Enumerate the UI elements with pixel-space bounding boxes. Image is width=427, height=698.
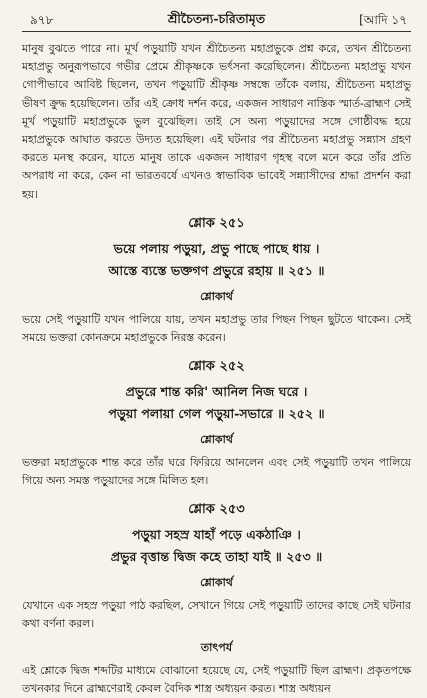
- chapter-label: [আদি ১৭: [359, 13, 407, 27]
- sloka-251: [22, 214, 411, 347]
- sloka-title: শ্লোক ২৫২: [188, 358, 245, 374]
- translation-text: ভক্তরা মহাপ্রভুকে শান্ত করে তাঁর ঘরে ফিরিয়ে আনলেন এবং সেই পড়ুয়াটি তখন পালিয়ে গিয়ে অন্য সমস্ত পড়ুয়াদের সঙ্গে মিলিত হল।: [22, 455, 411, 487]
- verse-line: পড়ুয়া পলায়া গেল পড়ুয়া-সভারে ॥ ২৫২ ॥: [108, 405, 325, 421]
- intro-paragraph: মানুষ বুঝতে পারে না। মূর্খ পড়ুয়াটি যখন শ্রীচৈতন্য মহাপ্রভুকে প্রশ্ন করে, তখন শ্রীচৈতন্য মহাপ্রভু অনুরূপভাবে গভীর প্রেমে শ্রীকৃষ্ণকে ভর্ৎসনা করেছিলেন। শ্রীচৈতন্য মহাপ্রভু যখন গোপীভাবে আবিষ্ট ছিলেন, তখন পড়ুয়াটি শ্রীকৃষ্ণ সম্বন্ধে তাঁকে বলায়, শ্রীচৈতন্য মহাপ্রভু ভীষণ ক্রুদ্ধ হয়েছিলেন। তাঁর এই ক্রোধ দর্শন করে, একজন সাধারণ নাস্তিক স্মার্ত-ব্রাহ্মণ সেই মূর্খ পড়ুয়াটি মহাপ্রভুকে ভুল বুঝেছিল। তাই সে অন্য পড়ুয়াদের সঙ্গে গোষ্ঠীবদ্ধ হয়ে মহাপ্রভুকে আঘাত করতে উদ্যত হয়েছিল। এই ঘটনার পর শ্রীচৈতন্য মহাপ্রভু সন্ন্যাস গ্রহণ করতে মনস্থ করেন, যাতে মানুষ তাকে একজন সাধারণ গৃহস্থ বলে মনে করে তাঁর প্রতি অপরাধ না করে, কেন না ভারতবর্ষে এখনও স্বাভাবিক ভাবেই সন্ন্যাসীদের শ্রদ্ধা প্রদর্শন করা হয়।: [22, 42, 411, 201]
- book-title: শ্রীচৈতন্য-চরিতামৃত: [167, 11, 266, 26]
- sloka-title: শ্লোক ২৫১: [188, 215, 245, 231]
- sloka-title: শ্লোক ২৫৩: [188, 501, 245, 517]
- verse-line: প্রভুর বৃত্তান্ত দ্বিজ কহে তাহা যাই ॥ ২৫৩ ॥: [110, 548, 323, 564]
- page-header: [22, 10, 411, 30]
- translation-heading: শ্লোকার্থ: [200, 432, 233, 446]
- page-number: ৯৭৮: [30, 13, 54, 27]
- header-rule: [22, 31, 411, 32]
- sloka-252: [22, 357, 411, 490]
- sloka-253: [22, 500, 411, 633]
- purport-heading: তাৎপর্য: [200, 640, 233, 654]
- translation-heading: শ্লোকার্থ: [200, 289, 233, 303]
- verse-line: পড়ুয়া সহস্র যাহাঁ পড়ে একঠাঞি ।: [132, 526, 301, 542]
- verse-line: আস্তে ব্যস্তে ভক্তগণ প্রভুরে রহায় ॥ ২৫১ ॥: [108, 262, 325, 278]
- verse-line: ভয়ে পলায় পড়ুয়া, প্রভু পাছে পাছে ধায় ।: [113, 240, 320, 256]
- purport-text: এই শ্লোকে দ্বিজ শব্দটির মাধ্যমে বোঝানো হয়েছে যে, সেই পড়ুয়াটি ছিল ব্রাহ্মণ। প্রকৃতপক্ষে তখনকার দিনে ব্রাহ্মণেরাই কেবল বৈদিক শাস্ত্র অধ্যয়ন করত। শাস্ত্র অধ্যয়ন: [22, 663, 411, 695]
- verse-line: প্রভুরে শান্ত করি' আনিল নিজ ঘরে ।: [125, 383, 308, 399]
- translation-text: ভয়ে সেই পড়ুয়াটি যখন পালিয়ে যায়, তখন মহাপ্রভু তার পিছন পিছন ছুটতে থাকেন। সেই সময়ে ভক্তরা কোনক্রমে মহাপ্রভুকে নিরস্ত করেন।: [22, 312, 411, 344]
- translation-heading: শ্লোকার্থ: [200, 575, 233, 589]
- translation-text: যেখানে এক সহস্র পড়ুয়া পাঠ করছিল, সেখানে গিয়ে সেই পড়ুয়াটি তাদের কাছে সেই ঘটনার কথা বর্ণনা করল।: [22, 598, 411, 630]
